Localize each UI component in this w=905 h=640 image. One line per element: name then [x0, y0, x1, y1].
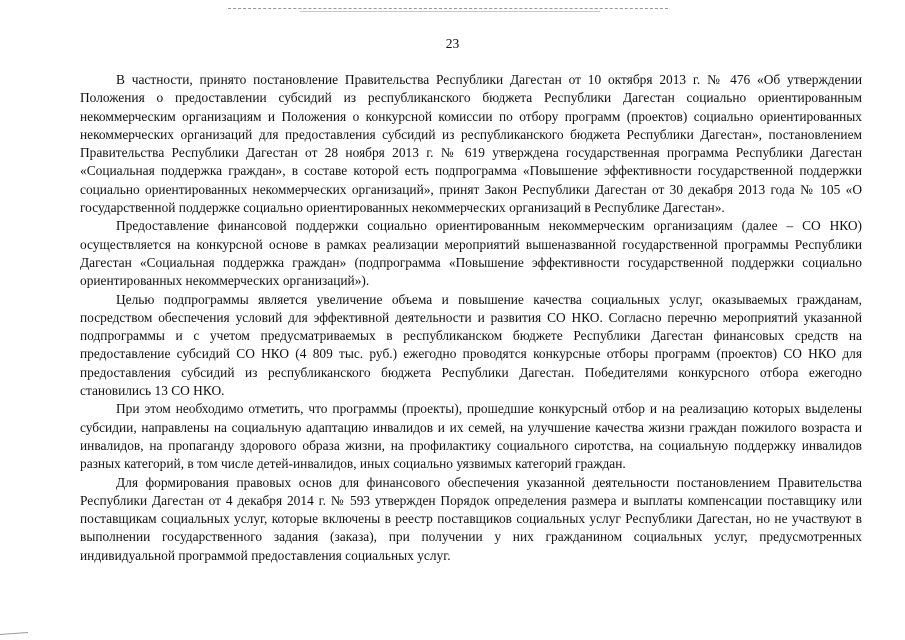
paragraph-resolutions: В частности, принято постановление Правительства Республики Дагестан от 10 октября 2013 г. № 476 «Об утверждении Положения о предоставлении субсидий из республиканского бюджета Республики Дагестан социально ориентированным некоммерческим организациям и Положения о конкурсной комиссии по отбору программ (проектов) социально ориентированных некоммерческих организаций для предоставления субсидий из республиканского бюджета Республики Дагестан», постановлением Правительства Республики Дагестан от 28 ноября 2013 г. № 619 утверждена государственная программа Республики Дагестан «Социальная поддержка граждан», в составе которой есть подпрограмма «Повышение эффективности государственной поддержки социально ориентированных некоммерческих организаций», принят Закон Республики Дагестан от 30 декабря 2013 года № 105 «О государственной поддержке социально ориентированных некоммерческих организаций в Республике Дагестан».	[80, 72, 862, 216]
paragraph-subprogram-goal: Целью подпрограммы является увеличение объема и повышение качества социальных услуг, оказываемых гражданам, посредством обеспечения условий для эффективной деятельности и развития СО НКО. Согласно перечню мероприятий указанной подпрограммы и с учетом предусматриваемых в республиканском бюджете Республики Дагестан финансовых средств на предоставление субсидий СО НКО (4 809 тыс. руб.) ежегодно проводятся конкурсные отборы программ (проектов) СО НКО для предоставления субсидий из республиканского бюджета Республики Дагестан. Победителями конкурсного отбора ежегодно становились 13 СО НКО.	[80, 291, 862, 399]
scan-top-rule	[228, 8, 668, 9]
document-body	[80, 71, 862, 565]
paragraph-projects-directions: При этом необходимо отметить, что программы (проекты), прошедшие конкурсный отбор и на реализацию которых выделены субсидии, направлены на социальную адаптацию инвалидов и их семей, на улучшение качества жизни граждан пожилого возраста и инвалидов, на пропаганду здорового образа жизни, на профилактику социального сиротства, на социальную поддержку инвалидов разных категорий, в том числе детей-инвалидов, иных социально уязвимых категорий граждан.	[80, 401, 862, 472]
page-number: 23	[445, 36, 460, 51]
paragraph-financial-support: Предоставление финансовой поддержки социально ориентированным некоммерческим организациям (далее – СО НКО) осуществляется на конкурсной основе в рамках реализации мероприятий вышеназванной государственной программы Республики Дагестан «Социальная поддержка граждан» (подпрограмма «Повышение эффективности государственной поддержки социально ориентированных некоммерческих организаций»).	[80, 218, 862, 289]
scan-top-rule-secondary	[300, 11, 600, 12]
scan-corner-mark	[0, 632, 28, 635]
paragraph-legal-basis: Для формирования правовых основ для финансового обеспечения указанной деятельности постановлением Правительства Республики Дагестан от 4 декабря 2014 г. № 593 утвержден Порядок определения размера и выплаты компенсации поставщику или поставщикам социальных услуг, которые включены в реестр поставщиков социальных услуг Республики Дагестан, но не участвуют в выполнении государственного задания (заказа), при получении у них гражданином социальных услуг, предусмотренных индивидуальной программой предоставления социальных услуг.	[80, 474, 862, 563]
